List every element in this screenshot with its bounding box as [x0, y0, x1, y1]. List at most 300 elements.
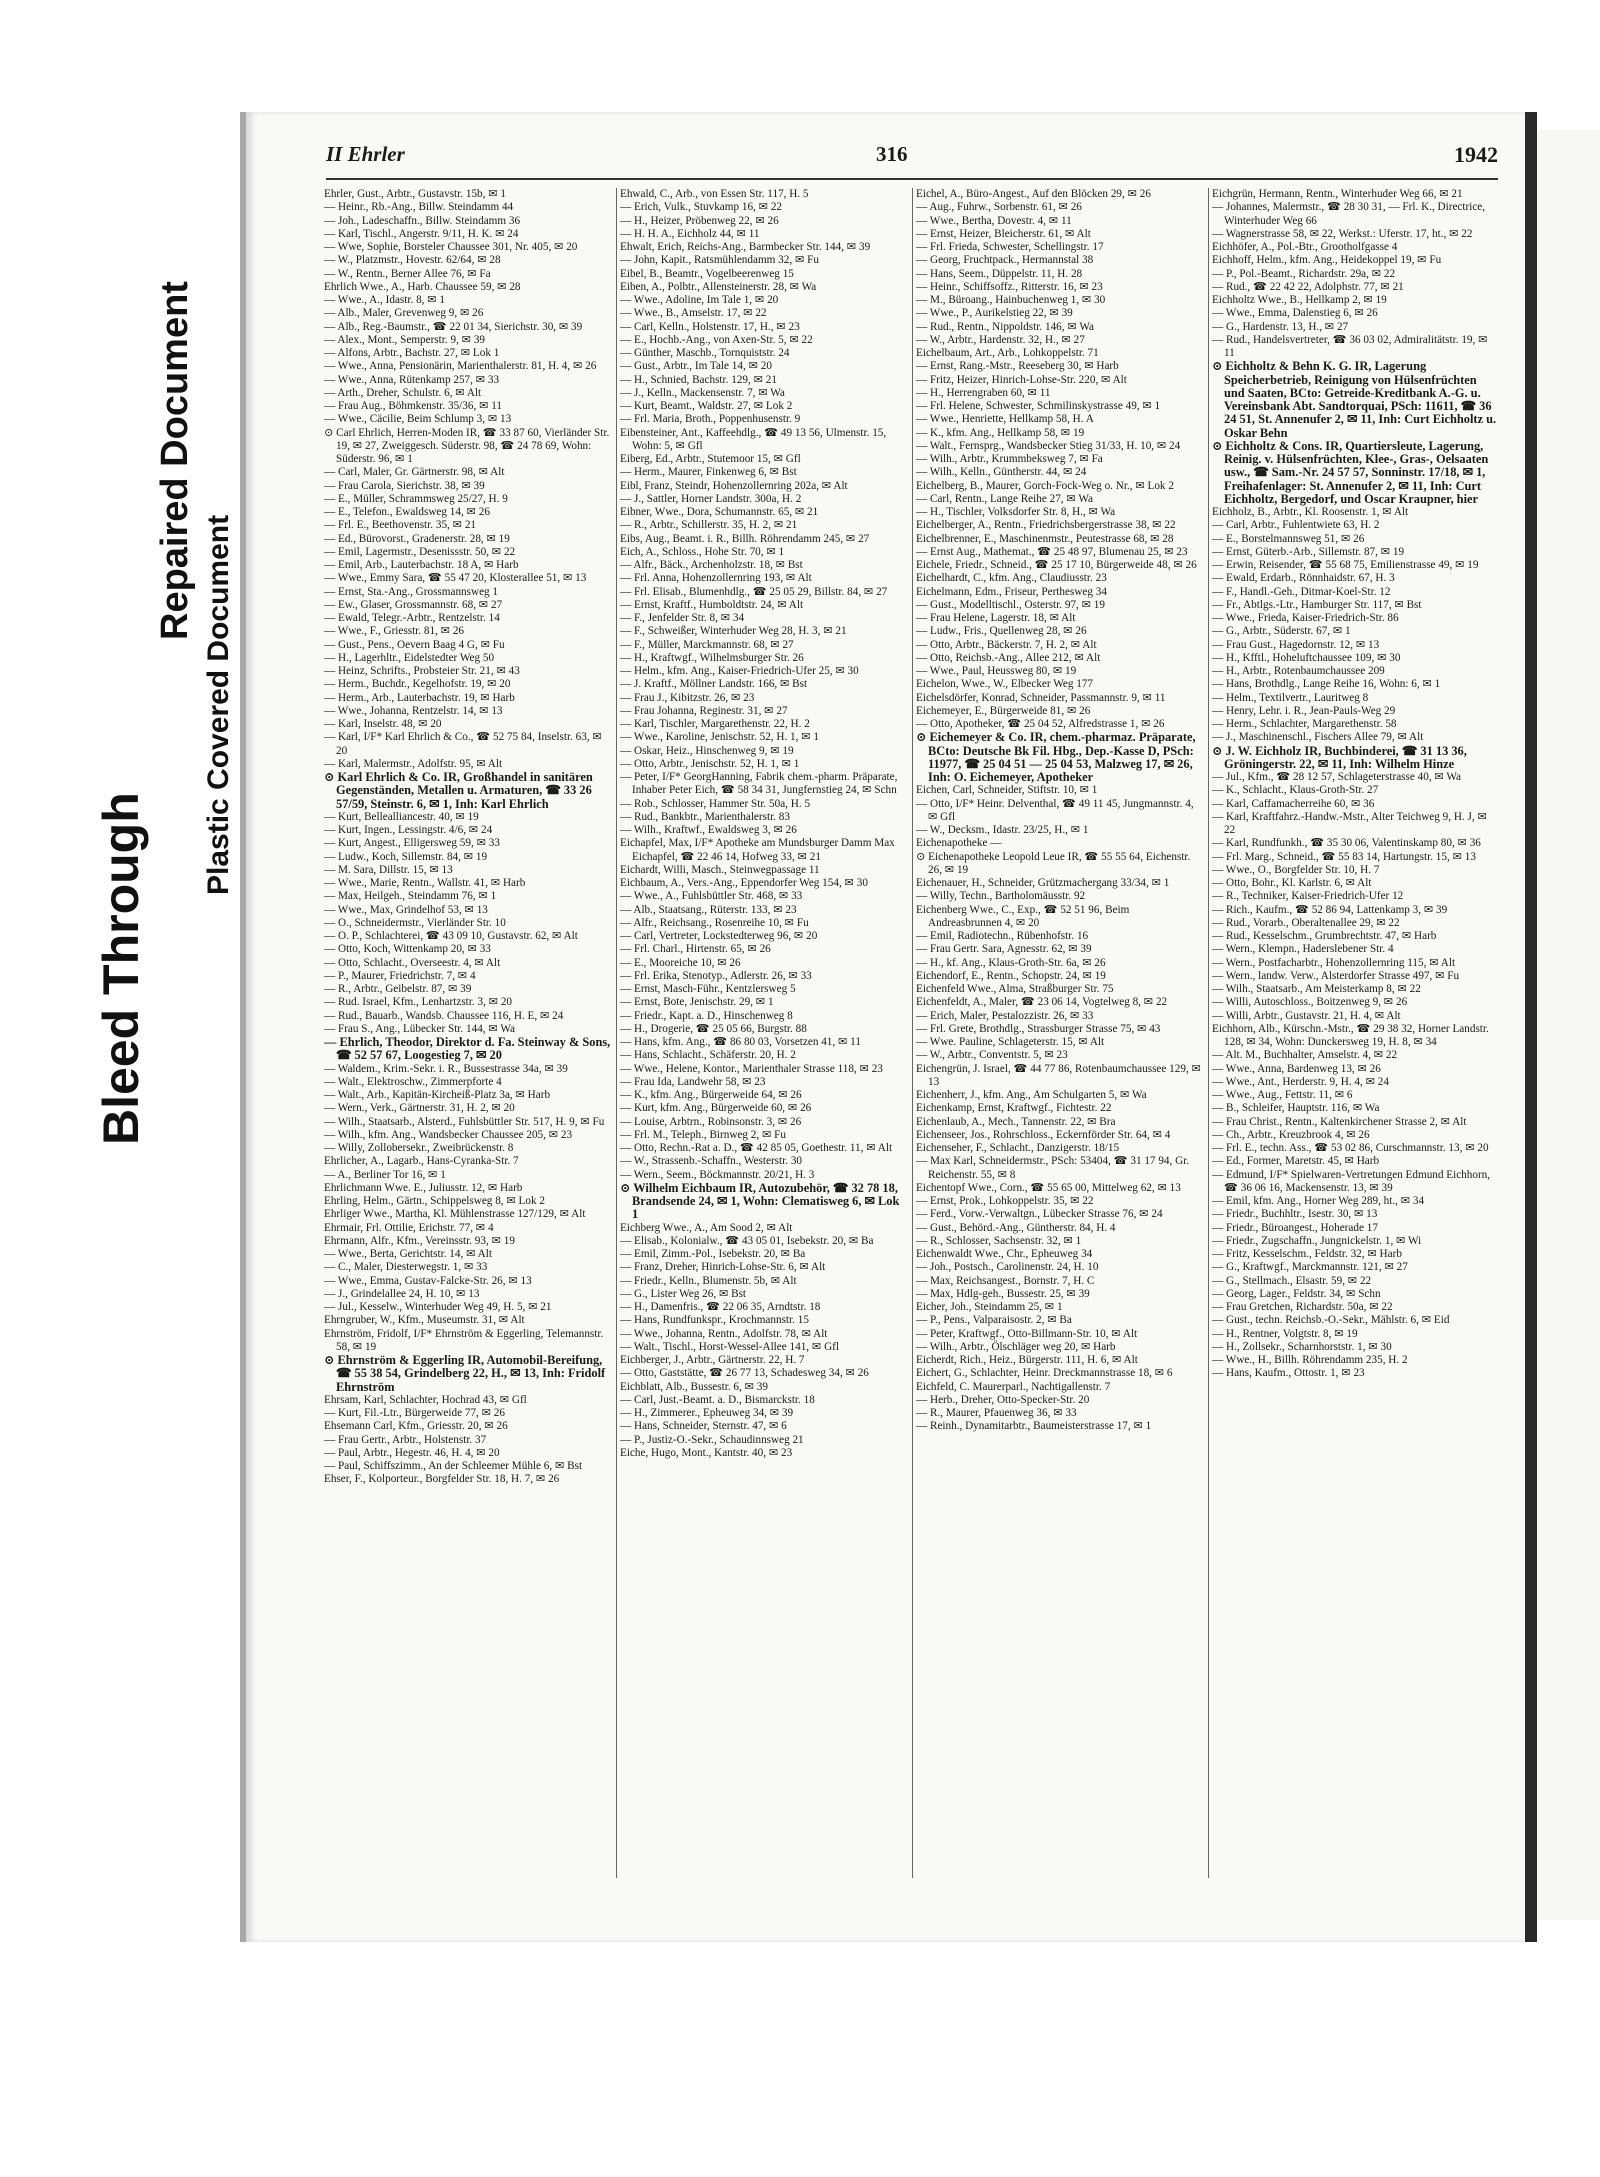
directory-entry: — Wern., Postfacharbtr., Hohenzollernring 115, ✉ Alt	[1212, 956, 1456, 969]
directory-entry: — Karl, Malermstr., Adolfstr. 95, ✉ Alt	[324, 757, 503, 770]
directory-entry: — Willi, Autoschloss., Boitzenweg 9, ✉ 26	[1212, 996, 1408, 1009]
directory-entry: — Herm., Buchdr., Kegelhofstr. 19, ✉ 20	[324, 678, 511, 691]
directory-entry: — Ed., Bürovorst., Gradenerstr. 28, ✉ 19	[324, 532, 510, 545]
directory-entry: — Emil, kfm. Ang., Horner Weg 289, ht., ✉ 34	[1212, 1195, 1425, 1207]
directory-entry: Eichelbaum, Art., Arb., Lohkoppelstr. 71	[916, 347, 1099, 359]
directory-entry: — Wwe., F., Griesstr. 81, ✉ 26	[324, 625, 465, 638]
directory-entry: — Ewald, Telegr.-Arbtr., Rentzelstr. 14	[324, 612, 500, 624]
directory-entry: — Carl, Kelln., Holstenstr. 17, H., ✉ 23	[620, 320, 800, 333]
directory-entry: — Wern., Klempn., Haderslebener Str. 4	[1212, 943, 1394, 956]
directory-entry: — P., Maurer, Friedrichstr. 7, ✉ 4	[324, 969, 476, 982]
directory-entry: — H., Kfftl., Hoheluftchaussee 109, ✉ 30	[1212, 651, 1401, 664]
directory-entry: — Jul., Kesselw., Winterhuder Weg 49, H. 5, ✉ 21	[324, 1301, 552, 1313]
directory-entry: — H., Zimmerer., Epheuweg 34, ✉ 39	[620, 1407, 794, 1419]
running-head: II Ehrler	[326, 142, 405, 166]
directory-entry: — Frau Carola, Sierichstr. 38, ✉ 39	[324, 479, 485, 492]
directory-entry: — Frl. Marg., Schneid., ☎ 55 83 14, Hartungstr. 15, ✉ 13	[1212, 850, 1476, 863]
directory-entry: — Erwin, Reisender, ☎ 55 68 75, Emilienstrasse 49, ✉ 19	[1212, 559, 1479, 571]
directory-entry: — Heinz, Schrifts., Probsteier Str. 21, ✉ 43	[324, 665, 520, 677]
directory-entry: — Wwe., Bertha, Dovestr. 4, ✉ 11	[916, 214, 1072, 227]
directory-entry: — Emil, Radiotechn., Rübenhofstr. 16	[916, 930, 1089, 942]
directory-entry: Eichenauer, H., Schneider, Grützmachergang 33/34, ✉ 1	[916, 877, 1170, 889]
directory-entry: Eichapfel, Max, I/F* Apotheke am Mundsburger Damm Max Eichapfel, ☎ 22 46 14, Hofweg 33, ✉ 21	[620, 837, 895, 863]
directory-entry: — Frau Christ., Rentn., Kaltenkirchener Strasse 2, ✉ Alt	[1212, 1115, 1467, 1128]
directory-entry: Ehrlich Wwe., A., Harb. Chaussee 59, ✉ 28	[324, 280, 521, 293]
directory-entry: — Fritz, Heizer, Hinrich-Lohse-Str. 220, ✉ Alt	[916, 373, 1127, 386]
directory-entry: — C., Maler, Diesterwegstr. 1, ✉ 33	[324, 1261, 488, 1274]
directory-entry: — Ernst, Masch-Führ., Kentzlersweg 5	[620, 983, 796, 995]
directory-entry: — Wilh., Arbtr., Krummbeksweg 7, ✉ Fa	[916, 453, 1103, 465]
directory-entry: — E., Telefon., Ewaldsweg 14, ✉ 26	[324, 506, 490, 518]
directory-entry: — Alb., Staatsang., Rüterstr. 133, ✉ 23	[620, 903, 797, 916]
directory-entry: — Wwe., B., Amselstr. 17, ✉ 22	[620, 307, 767, 320]
directory-entry: — Ludw., Koch, Sillemstr. 84, ✉ 19	[324, 850, 488, 863]
page-header	[326, 142, 1498, 176]
directory-entry: — F., Handl.-Geh., Ditmar-Koel-Str. 12	[1212, 585, 1391, 598]
directory-entry: — Wwe., Emma, Dalenstieg 6, ✉ 26	[1212, 307, 1378, 320]
directory-entry: — Ewald, Erdarb., Rönnhaidstr. 67, H. 3	[1212, 572, 1395, 585]
directory-entry: Ehrmair, Frl. Ottilie, Erichstr. 77, ✉ 4	[324, 1221, 494, 1234]
directory-entry: — Walt., Arb., Kapitän-Kircheiß-Platz 3a, ✉ Harb	[324, 1089, 551, 1101]
directory-entry: Eichbaum, A., Vers.-Ang., Eppendorfer Weg 154, ✉ 30	[620, 877, 868, 889]
directory-entry: — Frau Gertr., Arbtr., Holstenstr. 37	[324, 1433, 487, 1446]
directory-entry: — Ernst, Güterb.-Arb., Sillemstr. 87, ✉ 19	[1212, 545, 1405, 558]
directory-entry: Eichemeyer, E., Bürgerweide 81, ✉ 26	[916, 704, 1091, 717]
directory-entry: — Wwe., Anna, Rütenkamp 257, ✉ 33	[324, 373, 500, 386]
directory-entry: Eichhöfer, A., Pol.-Btr., Grootholfgasse 4	[1212, 241, 1398, 253]
directory-entry: — Wwe., P., Aurikelstieg 22, ✉ 39	[916, 307, 1073, 320]
directory-entry: Eichendorf, E., Rentn., Schopstr. 24, ✉ 19	[916, 969, 1106, 982]
directory-entry: — Wwe., Marie, Rentn., Wallstr. 41, ✉ Harb	[324, 877, 526, 889]
directory-entry: — Kurt, Angest., Elligersweg 59, ✉ 33	[324, 837, 500, 850]
directory-entry: — H., Lagerhltr., Eidelstedter Weg 50	[324, 651, 495, 664]
directory-entry: — Joh., Postsch., Carolinenstr. 24, H. 10	[916, 1261, 1099, 1274]
directory-entry: — Joh., Ladeschaffn., Billw. Steindamm 36	[324, 214, 521, 227]
directory-entry: — Rud., ☎ 22 42 22, Adolphstr. 77, ✉ 21	[1212, 280, 1404, 293]
directory-entry: — Friedr., Büroangest., Hoherade 17	[1212, 1221, 1378, 1234]
directory-entry: — Hans, Kaufm., Ottostr. 1, ✉ 23	[1212, 1367, 1365, 1380]
directory-entry: — Frau S., Ang., Lübecker Str. 144, ✉ Wa	[324, 1022, 515, 1035]
directory-entry: Eichelbrenner, E., Maschinenmstr., Peutestrasse 68, ✉ 28	[916, 532, 1174, 545]
directory-entry: — Carl, Maler, Gr. Gärtnerstr. 98, ✉ Alt	[324, 466, 505, 479]
directory-entry: — Herb., Dreher, Otto-Specker-Str. 20	[916, 1393, 1090, 1406]
directory-entry: — E., Müller, Schrammsweg 25/27, H. 9	[324, 492, 508, 505]
column-divider	[912, 188, 913, 1878]
directory-entry: Eibs, Aug., Beamt. i. R., Billh. Röhrendamm 245, ✉ 27	[620, 532, 870, 545]
directory-entry: — Max, Heilgeh., Steindamm 76, ✉ 1	[324, 890, 497, 903]
directory-entry: — K., kfm. Ang., Hellkamp 58, ✉ 19	[916, 426, 1085, 439]
directory-entry: — Ew., Glaser, Grossmannstr. 68, ✉ 27	[324, 598, 503, 611]
directory-entry: — W., Strassenb.-Schaffn., Westerstr. 30	[620, 1155, 803, 1168]
directory-entry: — J., Grindelallee 24, H. 10, ✉ 13	[324, 1287, 480, 1300]
directory-entry: — Wwe., Ant., Herderstr. 9, H. 4, ✉ 24	[1212, 1075, 1389, 1088]
directory-entry: — Alex., Mont., Semperstr. 9, ✉ 39	[324, 333, 486, 346]
directory-entry: Eichholtz Wwe., B., Hellkamp 2, ✉ 19	[1212, 294, 1387, 306]
directory-entry: Eichelmann, Edm., Friseur, Perthesweg 34	[916, 585, 1107, 598]
directory-entry: — M., Büroang., Hainbuchenweg 1, ✉ 30	[916, 294, 1106, 306]
directory-entry: — Otto, Bohr., Kl. Karlstr. 6, ✉ Alt	[1212, 877, 1372, 889]
directory-entry: Eichenherr, J., kfm. Ang., Am Schulgarten 5, ✉ Wa	[916, 1089, 1147, 1101]
directory-entry: — B., Schleifer, Hauptstr. 116, ✉ Wa	[1212, 1102, 1380, 1115]
directory-entry: Eichelberg, B., Maurer, Gorch-Fock-Weg o. Nr., ✉ Lok 2	[916, 479, 1174, 492]
directory-entry: — E., Mooreiche 10, ✉ 26	[620, 956, 741, 969]
directory-entry: — W., Arbtr., Hardenstr. 32, H., ✉ 27	[916, 333, 1085, 346]
directory-entry: Eiberg, Ed., Arbtr., Stutemoor 15, ✉ Gfl	[620, 453, 801, 465]
directory-entry: — H., kf. Ang., Klaus-Groth-Str. 6a, ✉ 26	[916, 956, 1106, 969]
directory-entry: — Alt. M., Buchhalter, Amselstr. 4, ✉ 22	[1212, 1049, 1398, 1062]
directory-entry: ⊙ J. W. Eichholz IR, Buchbinderei, ☎ 31 13 36, Gröningerstr. 22, ✉ 11, Inh: Wilhelm Hinze	[1212, 743, 1467, 771]
directory-entry: — Kurt, Bellealliancestr. 40, ✉ 19	[324, 810, 479, 823]
directory-entry: Eichelhardt, C., kfm. Ang., Claudiusstr. 23	[916, 572, 1107, 585]
directory-entry: Eichenseher, F., Schlacht., Danzigerstr. 18/15	[916, 1142, 1120, 1154]
directory-entry: — Otto, Apotheker, ☎ 25 04 52, Alfredstrasse 1, ✉ 26	[916, 718, 1165, 730]
directory-entry: — Hans, Rundfunkspr., Krochmannstr. 15	[620, 1314, 809, 1327]
directory-entry: — Aug., Fuhrw., Sorbenstr. 61, ✉ 26	[916, 201, 1082, 214]
directory-entry: Eibel, B., Beamtr., Vogelbeerenweg 15	[620, 267, 794, 280]
directory-entry: Eichengrün, J. Israel, ☎ 44 77 86, Rotenbaumchaussee 129, ✉ 13	[916, 1062, 1201, 1088]
directory-entry: — Friedr., Kapt. a. D., Hinschenweg 8	[620, 1009, 793, 1022]
directory-entry: — Frau Ida, Landwehr 58, ✉ 23	[620, 1075, 766, 1088]
directory-entry: Eiche, Hugo, Mont., Kantstr. 40, ✉ 23	[620, 1446, 793, 1459]
directory-entry: — Kurt, Beamt., Waldstr. 27, ✉ Lok 2	[620, 400, 793, 412]
directory-entry: — Carl, Arbtr., Fuhlentwiete 63, H. 2	[1212, 519, 1380, 532]
directory-entry: Ehrlichmann Wwe. E., Juliusstr. 12, ✉ Harb	[324, 1181, 523, 1194]
directory-entry: — P., Pol.-Beamt., Richardstr. 29a, ✉ 22	[1212, 267, 1396, 280]
directory-entry: — P., Pens., Valparaisostr. 2, ✉ Ba	[916, 1314, 1072, 1327]
directory-entry: — Otto, Koch, Wittenkamp 20, ✉ 33	[324, 943, 491, 956]
directory-entry: — Wwe., O., Borgfelder Str. 10, H. 7	[1212, 863, 1380, 876]
directory-entry: — Heinr., Schiffsoffz., Ritterstr. 16, ✉ 23	[916, 280, 1103, 293]
directory-entry: Ehrliger Wwe., Martha, Kl. Mühlenstrasse 127/129, ✉ Alt	[324, 1208, 586, 1221]
directory-entry: — W., Decksm., Idastr. 23/25, H., ✉ 1	[916, 824, 1089, 836]
directory-entry: — Wwe., Frieda, Kaiser-Friedrich-Str. 86	[1212, 612, 1399, 624]
directory-entry: — Karl, I/F* Karl Ehrlich & Co., ☎ 52 75 84, Inselstr. 63, ✉ 20	[324, 731, 602, 757]
directory-entry: ⊙ Wilhelm Eichbaum IR, Autozubehör, ☎ 32 78 18, Brandsende 24, ✉ 1, Wohn: Clematisweg 6, ✉ Lok 1	[620, 1180, 900, 1222]
directory-entry: Eichenapotheke —	[916, 837, 1002, 850]
directory-entry: — Wwe., H., Billh. Röhrendamm 235, H. 2	[1212, 1354, 1408, 1366]
directory-entry: Eichenseer, Jos., Rohrschloss., Eckernförder Str. 64, ✉ 4	[916, 1128, 1171, 1141]
directory-entry: — R., Arbtr., Schillerstr. 35, H. 2, ✉ 21	[620, 519, 798, 532]
directory-entry: — Ch., Arbtr., Kreuzbrook 4, ✉ 26	[1212, 1128, 1370, 1141]
directory-entry: — Erich, Vulk., Stuvkamp 16, ✉ 22	[620, 201, 783, 214]
column-2	[620, 188, 908, 1878]
directory-entry: — G., Kraftwgf., Marckmannstr. 121, ✉ 27	[1212, 1261, 1408, 1274]
directory-entry: — Frau Gertr. Sara, Agnesstr. 62, ✉ 39	[916, 943, 1092, 956]
directory-entry: — Alfons, Arbtr., Bachstr. 27, ✉ Lok 1	[324, 347, 500, 359]
directory-entry: — Wwe., Emmy Sara, ☎ 55 47 20, Klosterallee 51, ✉ 13	[324, 572, 587, 585]
directory-entry: ⊙ Eichholtz & Cons. IR, Quartiersleute, Lagerung, Reinig. v. Hülsenfrüchten, Klee-, Gras-, Oelsaaten usw., ☎ Sam.-Nr. 24 57 57, Sonninstr. 17/18, ✉ 1, Freihafenlager: St. Annenufer 2, ✉ 11, Inh: Curt Eichholtz, Bergedorf, und Oscar Kraupner, hier	[1212, 438, 1489, 506]
directory-entry: — Ernst, Sta.-Ang., Grossmannsweg 1	[324, 585, 499, 598]
directory-entry: — Reinh., Dynamitarbtr., Baumeisterstrasse 17, ✉ 1	[916, 1420, 1152, 1433]
directory-entry: — Otto, Gaststätte, ☎ 26 77 13, Schadesweg 34, ✉ 26	[620, 1367, 869, 1380]
directory-entry: — Hans, Schlacht., Schäferstr. 20, H. 2	[620, 1049, 796, 1062]
directory-entry: — Frl. M., Teleph., Birnweg 2, ✉ Fu	[620, 1128, 786, 1141]
directory-entry: — Franz, Dreher, Hinrich-Lohse-Str. 6, ✉ Alt	[620, 1261, 826, 1274]
directory-entry: Eichgrün, Hermann, Rentn., Winterhuder Weg 66, ✉ 21	[1212, 188, 1463, 200]
directory-entry: — Günther, Maschb., Tornquiststr. 24	[620, 347, 790, 359]
directory-entry: — Karl, Inselstr. 48, ✉ 20	[324, 718, 442, 730]
column-3	[916, 188, 1204, 1878]
adjacent-page-fragment	[1537, 130, 1600, 1920]
directory-entry: — Wwe., Emma, Gustav-Falcke-Str. 26, ✉ 13	[324, 1274, 532, 1287]
directory-entry: — Willi, Arbtr., Gustavstr. 21, H. 4, ✉ Alt	[1212, 1009, 1401, 1022]
directory-entry: — Alb., Reg.-Baumstr., ☎ 22 01 34, Sierichstr. 30, ✉ 39	[324, 320, 583, 333]
directory-entry: — Otto, Schlacht., Overseestr. 4, ✉ Alt	[324, 956, 501, 969]
directory-entry: — H., Rentner, Volgtstr. 8, ✉ 19	[1212, 1327, 1358, 1340]
directory-entry: — Rud., Rentn., Nippoldstr. 146, ✉ Wa	[916, 320, 1094, 333]
directory-entry: — Rich., Kaufm., ☎ 52 86 94, Lattenkamp 3, ✉ 39	[1212, 903, 1448, 916]
directory-entry: ⊙ Eichholtz & Behn K. G. IR, Lagerung Speicherbetrieb, Reinigung von Hülsenfrüchten und Saaten, BCto: Getreide-Kreditbank A.-G. u. Vereinsbank Abt. Sandtorquai, PSch: 11611, ☎ 36 24 51, St. Annenufer 2, ✉ 11, Inh: Curt Eichholtz u. Oskar Behn	[1212, 359, 1497, 440]
directory-entry: Eichele, Friedr., Schneid., ☎ 25 17 10, Bürgerweide 48, ✉ 26	[916, 559, 1197, 571]
directory-entry: — Walt., Fernsprg., Wandsbecker Stieg 31/33, H. 10, ✉ 24	[916, 439, 1181, 452]
directory-entry: — Paul, Arbtr., Hegestr. 46, H. 4, ✉ 20	[324, 1446, 500, 1459]
directory-entry: — Hans, Schneider, Sternstr. 47, ✉ 6	[620, 1420, 787, 1433]
directory-entry: — Karl, Tischl., Angerstr. 9/11, H. K. ✉ 24	[324, 227, 519, 240]
directory-entry: — Ernst, Heizer, Bleicherstr. 61, ✉ Alt	[916, 227, 1091, 240]
directory-entry: — W., Arbtr., Conventstr. 5, ✉ 23	[916, 1049, 1068, 1062]
directory-entry: Ehsemann Carl, Kfm., Griesstr. 20, ✉ 26	[324, 1420, 508, 1433]
directory-entry: — Erich, Maler, Pestalozzistr. 26, ✉ 33	[916, 1009, 1094, 1022]
directory-entry: — Heinr., Rb.-Ang., Billw. Steindamm 44	[324, 201, 514, 214]
directory-entry: — Wilh., Staatsarb., Alsterd., Fuhlsbüttler Str. 517, H. 9, ✉ Fu	[324, 1115, 605, 1128]
directory-entry: — J., Maschinenschl., Fischers Allee 79, ✉ Alt	[1212, 731, 1424, 744]
directory-entry: — Gust., Modelltischl., Osterstr. 97, ✉ 19	[916, 598, 1105, 611]
directory-entry: — Frl. Frieda, Schwester, Schellingstr. 17	[916, 241, 1104, 253]
directory-entry: — K., Schlacht., Klaus-Groth-Str. 27	[1212, 784, 1379, 797]
directory-entry: — Hans, Seem., Düppelstr. 11, H. 28	[916, 267, 1083, 280]
directory-entry: — Wern., Seem., Böckmannstr. 20/21, H. 3	[620, 1168, 815, 1181]
directory-entry: Eichenfeld Wwe., Alma, Straßburger Str. 75	[916, 983, 1114, 995]
directory-entry: Eichhorn, Alb., Kürschn.-Mstr., ☎ 29 38 32, Horner Landstr. 128, ✉ 34, Wohn: Dunckersweg 19, H. 8, ✉ 34	[1212, 1022, 1489, 1048]
directory-entry: — Wwe., A., Idastr. 8, ✉ 1	[324, 294, 446, 306]
directory-entry: Ehwalt, Erich, Reichs-Ang., Barmbecker Str. 144, ✉ 39	[620, 241, 871, 253]
directory-entry: — John, Kapit., Ratsmühlendamm 32, ✉ Fu	[620, 254, 819, 267]
directory-entry: Ehrling, Helm., Gärtn., Schippelsweg 8, ✉ Lok 2	[324, 1195, 545, 1207]
directory-entry: — Fritz, Kesselschm., Feldstr. 32, ✉ Harb	[1212, 1248, 1402, 1260]
directory-entry: ⊙ Eichenapotheke Leopold Leue IR, ☎ 55 55 64, Eichenstr. 26, ✉ 19	[916, 850, 1191, 876]
directory-entry: — Peter, Kraftwgf., Otto-Billmann-Str. 10, ✉ Alt	[916, 1327, 1138, 1340]
directory-entry: — Ed., Former, Maretstr. 45, ✉ Harb	[1212, 1155, 1380, 1168]
directory-entry: — Herm., Maurer, Finkenweg 6, ✉ Bst	[620, 466, 797, 479]
directory-entry: — Otto, I/F* Heinr. Delventhal, ☎ 49 11 45, Jungmannstr. 4, ✉ Gfl	[916, 797, 1194, 823]
directory-entry: — Wwe., Johanna, Rentzelstr. 14, ✉ 13	[324, 704, 503, 717]
directory-entry: — Wwe., Johanna, Rentn., Adolfstr. 78, ✉ Alt	[620, 1327, 828, 1340]
directory-entry: — H., Zollsekr., Scharnhorststr. 1, ✉ 30	[1212, 1340, 1392, 1353]
directory-entry: — Wwe., Max, Grindelhof 53, ✉ 13	[324, 903, 488, 916]
directory-entry: — J., Sattler, Horner Landstr. 300a, H. 2	[620, 492, 802, 505]
directory-entry: — K., kfm. Ang., Bürgerweide 64, ✉ 26	[620, 1089, 802, 1101]
directory-entry: Eichenwaldt Wwe., Chr., Epheuweg 34	[916, 1248, 1093, 1260]
directory-entry: Eichholz, B., Arbtr., Kl. Roosenstr. 1, ✉ Alt	[1212, 506, 1409, 518]
directory-entry: — Karl, Tischler, Margarethenstr. 22, H. 2	[620, 718, 810, 730]
directory-entry: — Wern., landw. Verw., Alsterdorfer Strasse 497, ✉ Fu	[1212, 969, 1460, 982]
header-rule	[326, 178, 1498, 180]
page-number: 316	[876, 142, 908, 166]
directory-entry: Ehrnström, Fridolf, I/F* Ehrnström & Eggerling, Telemannstr. 58, ✉ 19	[324, 1327, 604, 1353]
directory-entry: Eicher, Joh., Steindamm 25, ✉ 1	[916, 1301, 1063, 1313]
directory-entry: — Arth., Dreher, Schulstr. 6, ✉ Alt	[324, 386, 482, 399]
directory-entry: — Georg, Lager., Feldstr. 34, ✉ Schn	[1212, 1287, 1381, 1300]
directory-entry: — Frl. Anna, Hohenzollernring 193, ✉ Alt	[620, 572, 812, 585]
directory-entry: — Max Karl, Schneidermstr., PSch: 53404, ☎ 31 17 94, Gr. Reichenstr. 55, ✉ 8	[916, 1155, 1190, 1181]
directory-entry: Eichelon, Wwe., W., Elbecker Weg 177	[916, 678, 1094, 691]
directory-entry: Ehrngruber, W., Kfm., Museumstr. 31, ✉ Alt	[324, 1314, 525, 1327]
directory-entry: Eichenberg Wwe., C., Exp., ☎ 52 51 96, Beim Andreasbrunnen 4, ✉ 20	[916, 903, 1130, 929]
directory-entry: — Karl, Rundfunkh., ☎ 35 30 06, Valentinskamp 80, ✉ 36	[1212, 837, 1481, 850]
directory-entry: — Emil, Arb., Lauterbachstr. 18 A, ✉ Harb	[324, 559, 519, 571]
column-4	[1212, 188, 1500, 1878]
directory-entry: — Wwe., Paul, Heussweg 80, ✉ 19	[916, 665, 1077, 677]
directory-entry: — W., Rentn., Berner Allee 76, ✉ Fa	[324, 267, 491, 280]
directory-entry: — Willy, Techn., Bartholomäusstr. 92	[916, 890, 1086, 903]
directory-entry: — P., Justiz-O.-Sekr., Schaudinnsweg 21	[620, 1433, 804, 1446]
directory-entry: — Kurt, Fil.-Ltr., Bürgerweide 77, ✉ 26	[324, 1407, 505, 1419]
directory-entry: — F., Schweißer, Winterhuder Weg 28, H. 3, ✉ 21	[620, 625, 847, 638]
directory-entry: — Wwe., Cäcilie, Beim Schlump 3, ✉ 13	[324, 413, 512, 426]
directory-entry: — Ferd., Vorw.-Verwaltgn., Lübecker Strasse 76, ✉ 24	[916, 1208, 1163, 1221]
directory-entry: Eibensteiner, Ant., Kaffeehdlg., ☎ 49 13 56, Ulmenstr. 15, Wohn: 5, ✉ Gfl	[620, 426, 887, 452]
directory-entry: Eichentopf Wwe., Corn., ☎ 55 65 00, Mittelweg 62, ✉ 13	[916, 1181, 1181, 1194]
directory-entry: — Oskar, Heiz., Hinschenweg 9, ✉ 19	[620, 744, 794, 757]
directory-entry: — Kurt, Ingen., Lessingstr. 4/6, ✉ 24	[324, 824, 493, 836]
directory-entry: ⊙ Eichemeyer & Co. IR, chem.-pharmaz. Präparate, BCto: Deutsche Bk Fil. Hbg., Dep.-Kasse D, PSch: 11977, ☎ 25 04 51 — 25 04 53, Malzweg 17, ✉ 26, Inh: O. Eichemeyer, Apotheker	[916, 730, 1196, 784]
directory-entry: — Max, Reichsangest., Bornstr. 7, H. C	[916, 1274, 1095, 1287]
directory-entry: — H., Drogerie, ☎ 25 05 66, Burgstr. 88	[620, 1022, 807, 1035]
directory-entry: Ehwald, C., Arb., von Essen Str. 117, H. 5	[620, 188, 809, 200]
directory-entry: — H., Tischler, Volksdorfer Str. 8, H., ✉ Wa	[916, 506, 1116, 518]
page-edge	[1525, 112, 1537, 1942]
directory-entry: — H. H. A., Eichholz 44, ✉ 11	[620, 227, 760, 240]
column-1	[324, 188, 612, 1878]
directory-entry: — Gust., Arbtr., Im Tale 14, ✉ 20	[620, 360, 772, 373]
directory-entry: — G., Stellmach., Elsastr. 59, ✉ 22	[1212, 1274, 1372, 1287]
directory-entry: — Frau Helene, Lagerstr. 18, ✉ Alt	[916, 612, 1076, 624]
directory-entry: — Walt., Elektroschw., Zimmerpforte 4	[324, 1075, 502, 1088]
directory-entry: — W., Platzmstr., Hovestr. 62/64, ✉ 28	[324, 254, 501, 267]
directory-entry: — Willy, Zollobersekr., Zweibrückenstr. 8	[324, 1142, 514, 1154]
directory-entry: — Gust., Behörd.-Ang., Güntherstr. 84, H. 4	[916, 1221, 1116, 1234]
directory-entry: — Kurt, kfm. Ang., Bürgerweide 60, ✉ 26	[620, 1102, 812, 1115]
directory-entry: — Frl. Helene, Schwester, Schmilinskystrasse 49, ✉ 1	[916, 400, 1161, 412]
directory-entry: Ehrlicher, A., Lagarb., Hans-Cyranka-Str. 7	[324, 1155, 519, 1168]
directory-entry: Eichenlaub, A., Mech., Tannenstr. 22, ✉ Bra	[916, 1115, 1116, 1128]
directory-entry: — Frl. E., techn. Ass., ☎ 53 02 86, Curschmannstr. 13, ✉ 20	[1212, 1142, 1489, 1154]
directory-entry: — H., Arbtr., Rotenbaumchaussee 209	[1212, 665, 1385, 677]
directory-entry: — Rud., Bankbtr., Marienthalerstr. 83	[620, 810, 790, 823]
directory-entry: — E., Hochb.-Ang., von Axen-Str. 5, ✉ 22	[620, 333, 813, 346]
directory-entry: Eichel, A., Büro-Angest., Auf den Blöcken 29, ✉ 26	[916, 188, 1151, 200]
directory-entry: Eichen, Carl, Schneider, Stiftstr. 10, ✉ 1	[916, 784, 1098, 797]
directory-entry: Eichblatt, Alb., Bussestr. 6, ✉ 39	[620, 1380, 768, 1393]
directory-entry: — Emil, Lagermstr., Desenissstr. 50, ✉ 22	[324, 545, 516, 558]
directory-entry: — H., Herrengraben 60, ✉ 11	[916, 386, 1051, 399]
directory-entry: — G., Hardenstr. 13, H., ✉ 27	[1212, 320, 1349, 333]
directory-entry: — Hans, Brothdlg., Lange Reihe 16, Wohn: 6, ✉ 1	[1212, 678, 1441, 691]
directory-entry: — Wwe., Henriette, Hellkamp 58, H. A	[916, 413, 1094, 426]
directory-entry: — F., Jenfelder Str. 8, ✉ 34	[620, 612, 745, 624]
directory-entry: — G., Arbtr., Süderstr. 67, ✉ 1	[1212, 625, 1351, 638]
directory-entry: — Paul, Schiffszimm., An der Schleemer Mühle 6, ✉ Bst	[324, 1460, 583, 1472]
directory-entry: — Rud., Vorarb., Oberaltenallee 29, ✉ 22	[1212, 916, 1400, 929]
directory-entry: Eibl, Franz, Steindr, Hohenzollernring 202a, ✉ Alt	[620, 479, 848, 492]
directory-entry: — Henry, Lehr. i. R., Jean-Pauls-Weg 29	[1212, 704, 1396, 717]
directory-entry: — Frl. Maria, Broth., Poppenhusenstr. 9	[620, 413, 801, 426]
directory-entry: — Hans, kfm. Ang., ☎ 86 80 03, Vorsetzen 41, ✉ 11	[620, 1036, 861, 1048]
directory-entry: — Rud., Handelsvertreter, ☎ 36 03 02, Admiralitätstr. 19, ✉ 11	[1212, 333, 1488, 359]
directory-entry: Eichelberger, A., Rentn., Friedrichsbergerstrasse 38, ✉ 22	[916, 519, 1176, 532]
directory-entry: — Edmund, I/F* Spielwaren-Vertretungen Edmund Eichhorn, ☎ 36 06 16, Mackensenstr. 13, ✉ 39	[1212, 1168, 1491, 1194]
directory-entry: — Frl. Grete, Brothdlg., Strassburger Strasse 75, ✉ 43	[916, 1022, 1161, 1035]
directory-entry: Eichberg Wwe., A., Am Sood 2, ✉ Alt	[620, 1221, 793, 1234]
directory-entry: Ehrsam, Karl, Schlachter, Hochrad 43, ✉ Gfl	[324, 1393, 527, 1406]
directory-entry: — Ernst, Rang.-Mstr., Reeseberg 30, ✉ Harb	[916, 360, 1119, 373]
directory-entry: — Wwe., Berta, Gerichtstr. 14, ✉ Alt	[324, 1248, 492, 1260]
directory-entry: — Johannes, Malermstr., ☎ 28 30 31, — Frl. K., Directrice, Winterhuder Weg 66	[1212, 201, 1486, 227]
side-labels	[70, 200, 235, 1180]
directory-entry: — Wagnerstrasse 58, ✉ 22, Werkst.: Uferstr. 17, ht., ✉ 22	[1212, 227, 1473, 240]
directory-entry: — Karl, Kraftfahrz.-Handw.-Mstr., Alter Teichweg 9, H. J, ✉ 22	[1212, 810, 1487, 836]
directory-entry: — Rob., Schlosser, Hammer Str. 50a, H. 5	[620, 797, 811, 810]
directory-entry: — Herm., Arb., Lauterbachstr. 19, ✉ Harb	[324, 691, 515, 704]
directory-entry: Eicherdt, Rich., Heiz., Bürgerstr. 111, H. 6, ✉ Alt	[916, 1354, 1138, 1366]
directory-entry: — H., Damenfris., ☎ 22 06 35, Arndtstr. 18	[620, 1301, 821, 1313]
directory-entry: — Alb., Maler, Grevenweg 9, ✉ 26	[324, 307, 484, 320]
directory-entry: Eichberger, J., Arbtr., Gärtnerstr. 22, H. 7	[620, 1354, 805, 1366]
directory-entry: — Karl, Caffamacherreihe 60, ✉ 36	[1212, 797, 1375, 810]
directory-entry: Eichhoff, Helm., kfm. Ang., Heidekoppel 19, ✉ Fu	[1212, 254, 1442, 267]
directory-entry: — Wilh., Kelln., Güntherstr. 44, ✉ 24	[916, 466, 1087, 479]
directory-entry: — Carl, Rentn., Lange Reihe 27, ✉ Wa	[916, 492, 1093, 505]
label-plastic-covered-document: Plastic Covered Document	[202, 514, 235, 895]
directory-entry: — Wilh., Staatsarb., Am Meisterkamp 8, ✉ 22	[1212, 983, 1421, 995]
directory-entry: Eichenkamp, Ernst, Kraftwgf., Fichtestr. 22	[916, 1102, 1112, 1115]
directory-entry: — R., Arbtr., Geibelstr. 87, ✉ 39	[324, 983, 472, 995]
directory-entry: — Ernst, Bote, Jenischstr. 29, ✉ 1	[620, 996, 774, 1009]
directory-entry: — J., Kelln., Mackensenstr. 7, ✉ Wa	[620, 386, 785, 399]
column-divider	[616, 188, 617, 1878]
directory-entry: — Gust., techn. Reichsb.-O.-Sekr., Mählstr. 6, ✉ Eid	[1212, 1314, 1450, 1327]
directory-entry: Eichert, G., Schlachter, Heinr. Dreckmannstrasse 18, ✉ 6	[916, 1367, 1173, 1380]
label-repaired-document: Repaired Document	[154, 281, 196, 640]
directory-entry: Eichenfeldt, A., Maler, ☎ 23 06 14, Vogtelweg 8, ✉ 22	[916, 996, 1168, 1009]
directory-entry: — Fr., Abtlgs.-Ltr., Hamburger Str. 117, ✉ Bst	[1212, 598, 1422, 611]
scanned-page	[240, 112, 1531, 1942]
directory-entry: Ehrler, Gust., Arbtr., Gustavstr. 15b, ✉ 1	[324, 188, 507, 200]
directory-entry: — E., Borstelmannsweg 51, ✉ 26	[1212, 532, 1365, 545]
directory-entry: — Ehrlich, Theodor, Direktor d. Fa. Steinway & Sons, ☎ 52 57 67, Loogestieg 7, ✉ 20	[324, 1035, 611, 1063]
directory-entry: — Peter, I/F* GeorgHanning, Fabrik chem.-pharm. Präparate, Inhaber Peter Eich, ☎ 58 34 31, Jungfernstieg 24, ✉ Schn	[620, 771, 898, 797]
directory-entry: — Wwe., Karoline, Jenischstr. 52, H. 1, ✉ 1	[620, 731, 820, 744]
directory-entry: — Frl. Elisab., Blumenhdlg., ☎ 25 05 29, Billstr. 84, ✉ 27	[620, 585, 888, 598]
year: 1942	[1454, 142, 1498, 167]
directory-entry: — Jul., Kfm., ☎ 28 12 57, Schlageterstrasse 40, ✉ Wa	[1212, 771, 1462, 783]
directory-entry: Eichardt, Willi, Masch., Steinwegpassage 11	[620, 863, 820, 876]
directory-entry: — Wern., Verk., Gärtnerstr. 31, H. 2, ✉ 20	[324, 1102, 515, 1115]
directory-entry: — R., Schlosser, Sachsenstr. 32, ✉ 1	[916, 1234, 1082, 1247]
directory-entry: — Alfr., Bäck., Archenholzstr. 18, ✉ Bst	[620, 559, 803, 571]
directory-entry: — Ludw., Fris., Quellenweg 28, ✉ 26	[916, 625, 1087, 638]
directory-entry: — Wilh., kfm. Ang., Wandsbecker Chaussee 205, ✉ 23	[324, 1128, 573, 1141]
directory-entry: — J. Kraftf., Möllner Landstr. 166, ✉ Bst	[620, 678, 808, 691]
directory-entry: — Frau J., Kibitzstr. 26, ✉ 23	[620, 691, 755, 704]
directory-entry: — Waldem., Krim.-Sekr. i. R., Bussestrasse 34a, ✉ 39	[324, 1062, 568, 1075]
directory-entry: — Wilh., Kraftwf., Ewaldsweg 3, ✉ 26	[620, 824, 797, 836]
directory-entry: — Helm., Textilvertr., Lauritweg 8	[1212, 691, 1369, 704]
directory-entry: — Frau Gretchen, Richardstr. 50a, ✉ 22	[1212, 1301, 1393, 1313]
directory-entry: — G., Lister Weg 26, ✉ Bst	[620, 1287, 747, 1300]
directory-entry: — Frl. Charl., Hirtenstr. 65, ✉ 26	[620, 943, 771, 956]
directory-entry: — Otto, Rechn.-Rat a. D., ☎ 42 85 05, Goethestr. 11, ✉ Alt	[620, 1142, 893, 1154]
